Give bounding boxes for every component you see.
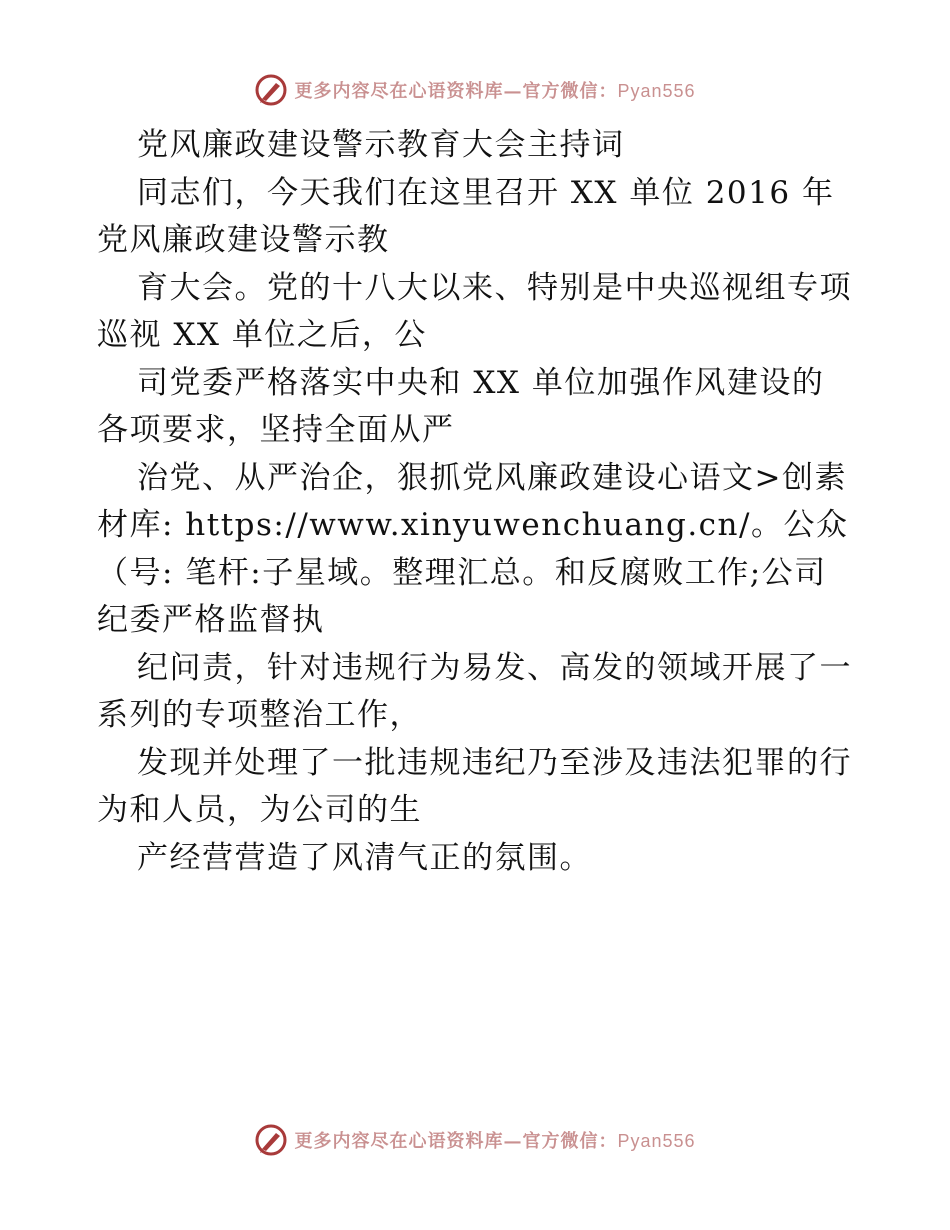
paragraph-4: 治党、从严治企，狠抓党风廉政建设心语文>创素材库: https://www.xinyuwenchuang.cn/。公众（号: 笔杆:子星域。整理汇总。和反腐败工作;公司纪委严格监督执 bbox=[97, 459, 849, 638]
document-title: 党风廉政建设警示教育大会主持词 bbox=[137, 127, 625, 163]
header-banner-label: 更多内容尽在心语资料库—官方微信： bbox=[294, 81, 618, 102]
paragraph-1: 同志们，今天我们在这里召开 XX 单位 2016 年党风廉政建设警示教 bbox=[97, 174, 835, 258]
paragraph-3: 司党委严格落实中央和 XX 单位加强作风建设的各项要求，坚持全面从严 bbox=[97, 364, 825, 448]
footer-banner-label: 更多内容尽在心语资料库—官方微信： bbox=[294, 1131, 618, 1152]
paragraph-6: 发现并处理了一批违规违纪乃至涉及违法犯罪的行为和人员，为公司的生 bbox=[97, 744, 852, 828]
footer-banner-contact: Pyan556 bbox=[617, 1131, 696, 1151]
header-banner-text bbox=[294, 77, 695, 103]
paragraph-7: 产经营营造了风清气正的氛围。 bbox=[137, 839, 592, 876]
footer-banner-text bbox=[294, 1127, 695, 1153]
footer-banner bbox=[0, 1120, 950, 1160]
header-banner bbox=[0, 70, 950, 110]
paragraph-5: 纪问责，针对违规行为易发、高发的领域开展了一系列的专项整治工作， bbox=[97, 649, 852, 733]
paragraph-2: 育大会。党的十八大以来、特别是中央巡视组专项巡视 XX 单位之后，公 bbox=[97, 269, 852, 353]
pen-logo-icon bbox=[254, 73, 288, 107]
header-banner-contact: Pyan556 bbox=[617, 81, 696, 101]
pen-logo-icon bbox=[254, 1123, 288, 1157]
document-body bbox=[97, 122, 852, 882]
